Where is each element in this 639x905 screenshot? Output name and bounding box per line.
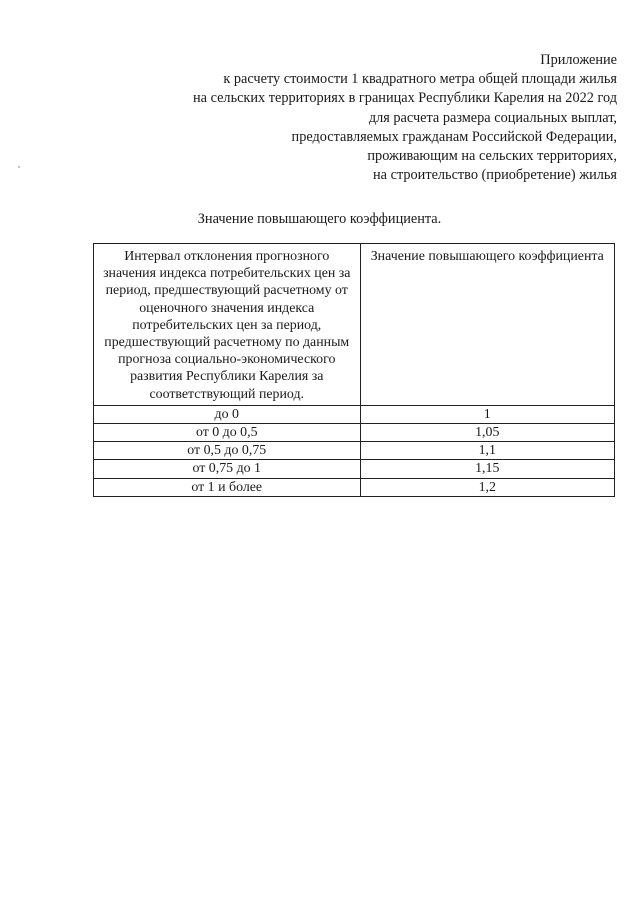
header-line: к расчету стоимости 1 квадратного метра общей площади жилья — [223, 71, 617, 88]
header-line: для расчета размера социальных выплат, — [368, 109, 617, 126]
header-value: Значение повышающего коэффициента — [360, 244, 615, 406]
header-line: на строительство (приобретение) жилья — [373, 167, 617, 184]
appendix-header — [193, 51, 617, 185]
coefficient-table — [93, 243, 615, 497]
scan-speck — [18, 166, 20, 168]
cell-interval: от 0,75 до 1 — [94, 460, 361, 478]
header-line: предоставляемых гражданам Российской Федерации, — [291, 128, 617, 145]
header-line: на сельских территориях в границах Республики Карелия на 2022 год — [193, 90, 617, 107]
cell-value: 1 — [360, 405, 615, 423]
cell-interval: до 0 — [94, 405, 361, 423]
table-row — [94, 405, 615, 423]
table-row — [94, 460, 615, 478]
header-interval: Интервал отклонения прогнозного значения индекса потребительских цен за период, предшествующий расчетному от оценочного значения индекса потребительских цен за период, предшествующий расчетному по данным прогноза социально-экономического развития Республики Карелия за соответствующий период. — [94, 244, 361, 406]
header-line: проживающим на сельских территориях, — [367, 148, 617, 165]
cell-interval: от 0 до 0,5 — [94, 424, 361, 442]
cell-interval: от 0,5 до 0,75 — [94, 442, 361, 460]
table-row — [94, 478, 615, 496]
table-row — [94, 424, 615, 442]
cell-value: 1,15 — [360, 460, 615, 478]
header-line-appendix: Приложение — [540, 52, 617, 68]
cell-value: 1,05 — [360, 424, 615, 442]
table-header-row — [94, 244, 615, 406]
cell-interval: от 1 и более — [94, 478, 361, 496]
cell-value: 1,1 — [360, 442, 615, 460]
table-title: Значение повышающего коэффициента. — [197, 211, 442, 227]
cell-value: 1,2 — [360, 478, 615, 496]
table-row — [94, 442, 615, 460]
